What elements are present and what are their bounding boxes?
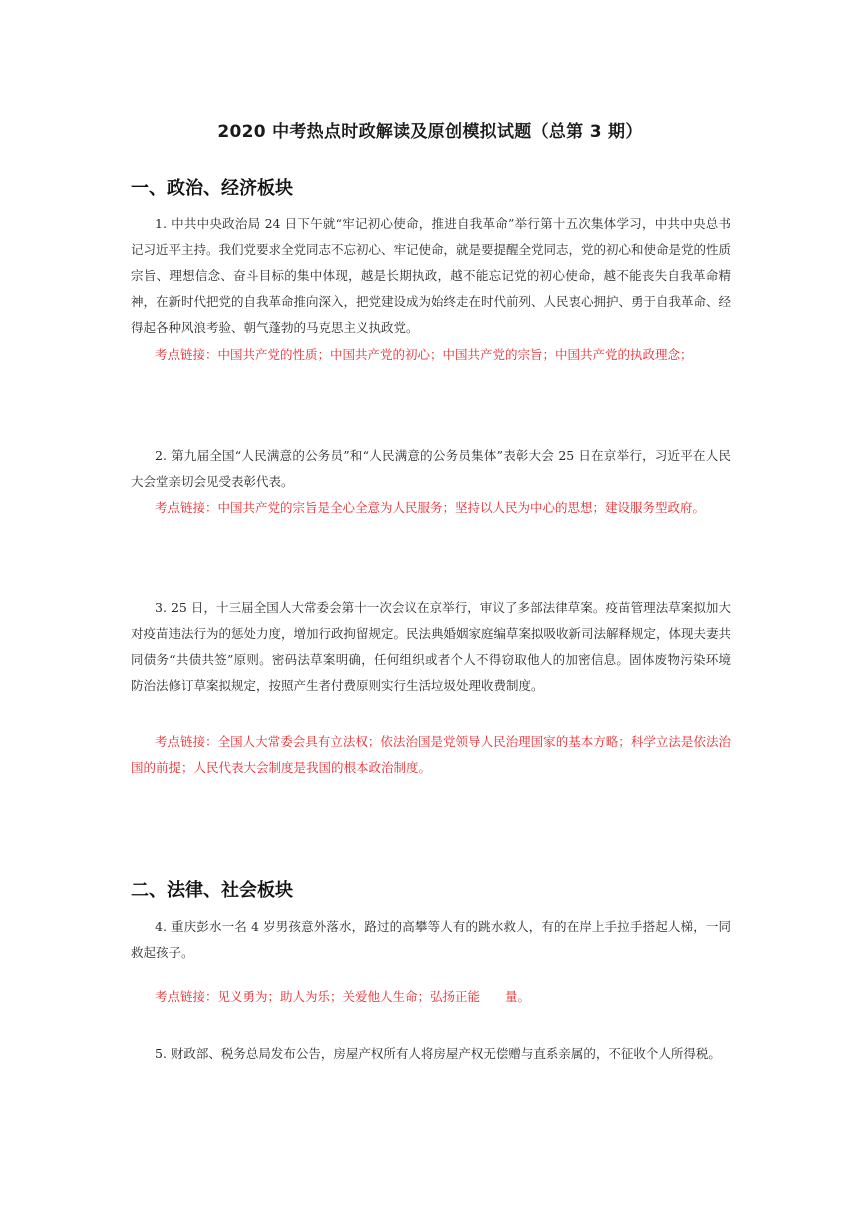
item-3-text: 3. 25 日，十三届全国人大常委会第十一次会议在京举行，审议了多部法律草案。疫苗管理法草案拟加大对疫苗违法行为的惩处力度，增加行政拘留规定。民法典婚姻家庭编草案拟吸收新司法解释规定，体现夫妻共同债务“共债共签”原则。密码法草案明确，任何组织或者个人不得窃取他人的加密信息。固体废物污染环境防治法修订草案拟规定，按照产生者付费原则实行生活垃圾处理收费制度。 xyxy=(131,600,732,693)
item-2-exam-link: 考点链接：中国共产党的宗旨是全心全意为人民服务；坚持以人民为中心的思想；建设服务型政府。 xyxy=(155,500,706,515)
item-5-text: 5. 财政部、税务总局发布公告，房屋产权所有人将房屋产权无偿赠与直系亲属的，不征收个人所得税。 xyxy=(155,1046,721,1061)
section-heading-law-society: 二、法律、社会板块 xyxy=(131,880,293,901)
item-4-text: 4. 重庆彭水一名 4 岁男孩意外落水，路过的高攀等人有的跳水救人，有的在岸上手拉手搭起人梯，一同救起孩子。 xyxy=(131,919,731,960)
section-heading-politics-economy: 一、政治、经济板块 xyxy=(131,178,293,199)
item-2-text: 2. 第九届全国“人民满意的公务员”和“人民满意的公务员集体”表彰大会 25 日在京举行，习近平在人民大会堂亲切会见受表彰代表。 xyxy=(131,448,731,489)
item-1-text: 1. 中共中央政治局 24 日下午就“牢记初心使命，推进自我革命”举行第十五次集体学习，中共中央总书记习近平主持。我们党要求全党同志不忘初心、牢记使命，就是要提醒全党同志，党的初心和使命是党的性质宗旨、理想信念、奋斗目标的集中体现，越是长期执政，越不能忘记党的初心使命，越不能丧失自我革命精神，在新时代把党的自我革命推向深入，把党建设成为始终走在时代前列、人民衷心拥护、勇于自我革命、经得起各种风浪考验、朝气蓬勃的马克思主义执政党。 xyxy=(131,216,732,335)
item-1-exam-link: 考点链接：中国共产党的性质；中国共产党的初心；中国共产党的宗旨；中国共产党的执政理念； xyxy=(155,347,693,362)
item-4-exam-link: 考点链接：见义勇为；助人为乐；关爱他人生命；弘扬正能 量。 xyxy=(155,989,531,1004)
item-3-exam-link: 考点链接：全国人大常委会具有立法权；依法治国是党领导人民治理国家的基本方略；科学立法是依法治国的前提；人民代表大会制度是我国的根本政治制度。 xyxy=(131,734,731,775)
document-title: 2020 中考热点时政解读及原创模拟试题（总第 3 期） xyxy=(217,122,643,142)
